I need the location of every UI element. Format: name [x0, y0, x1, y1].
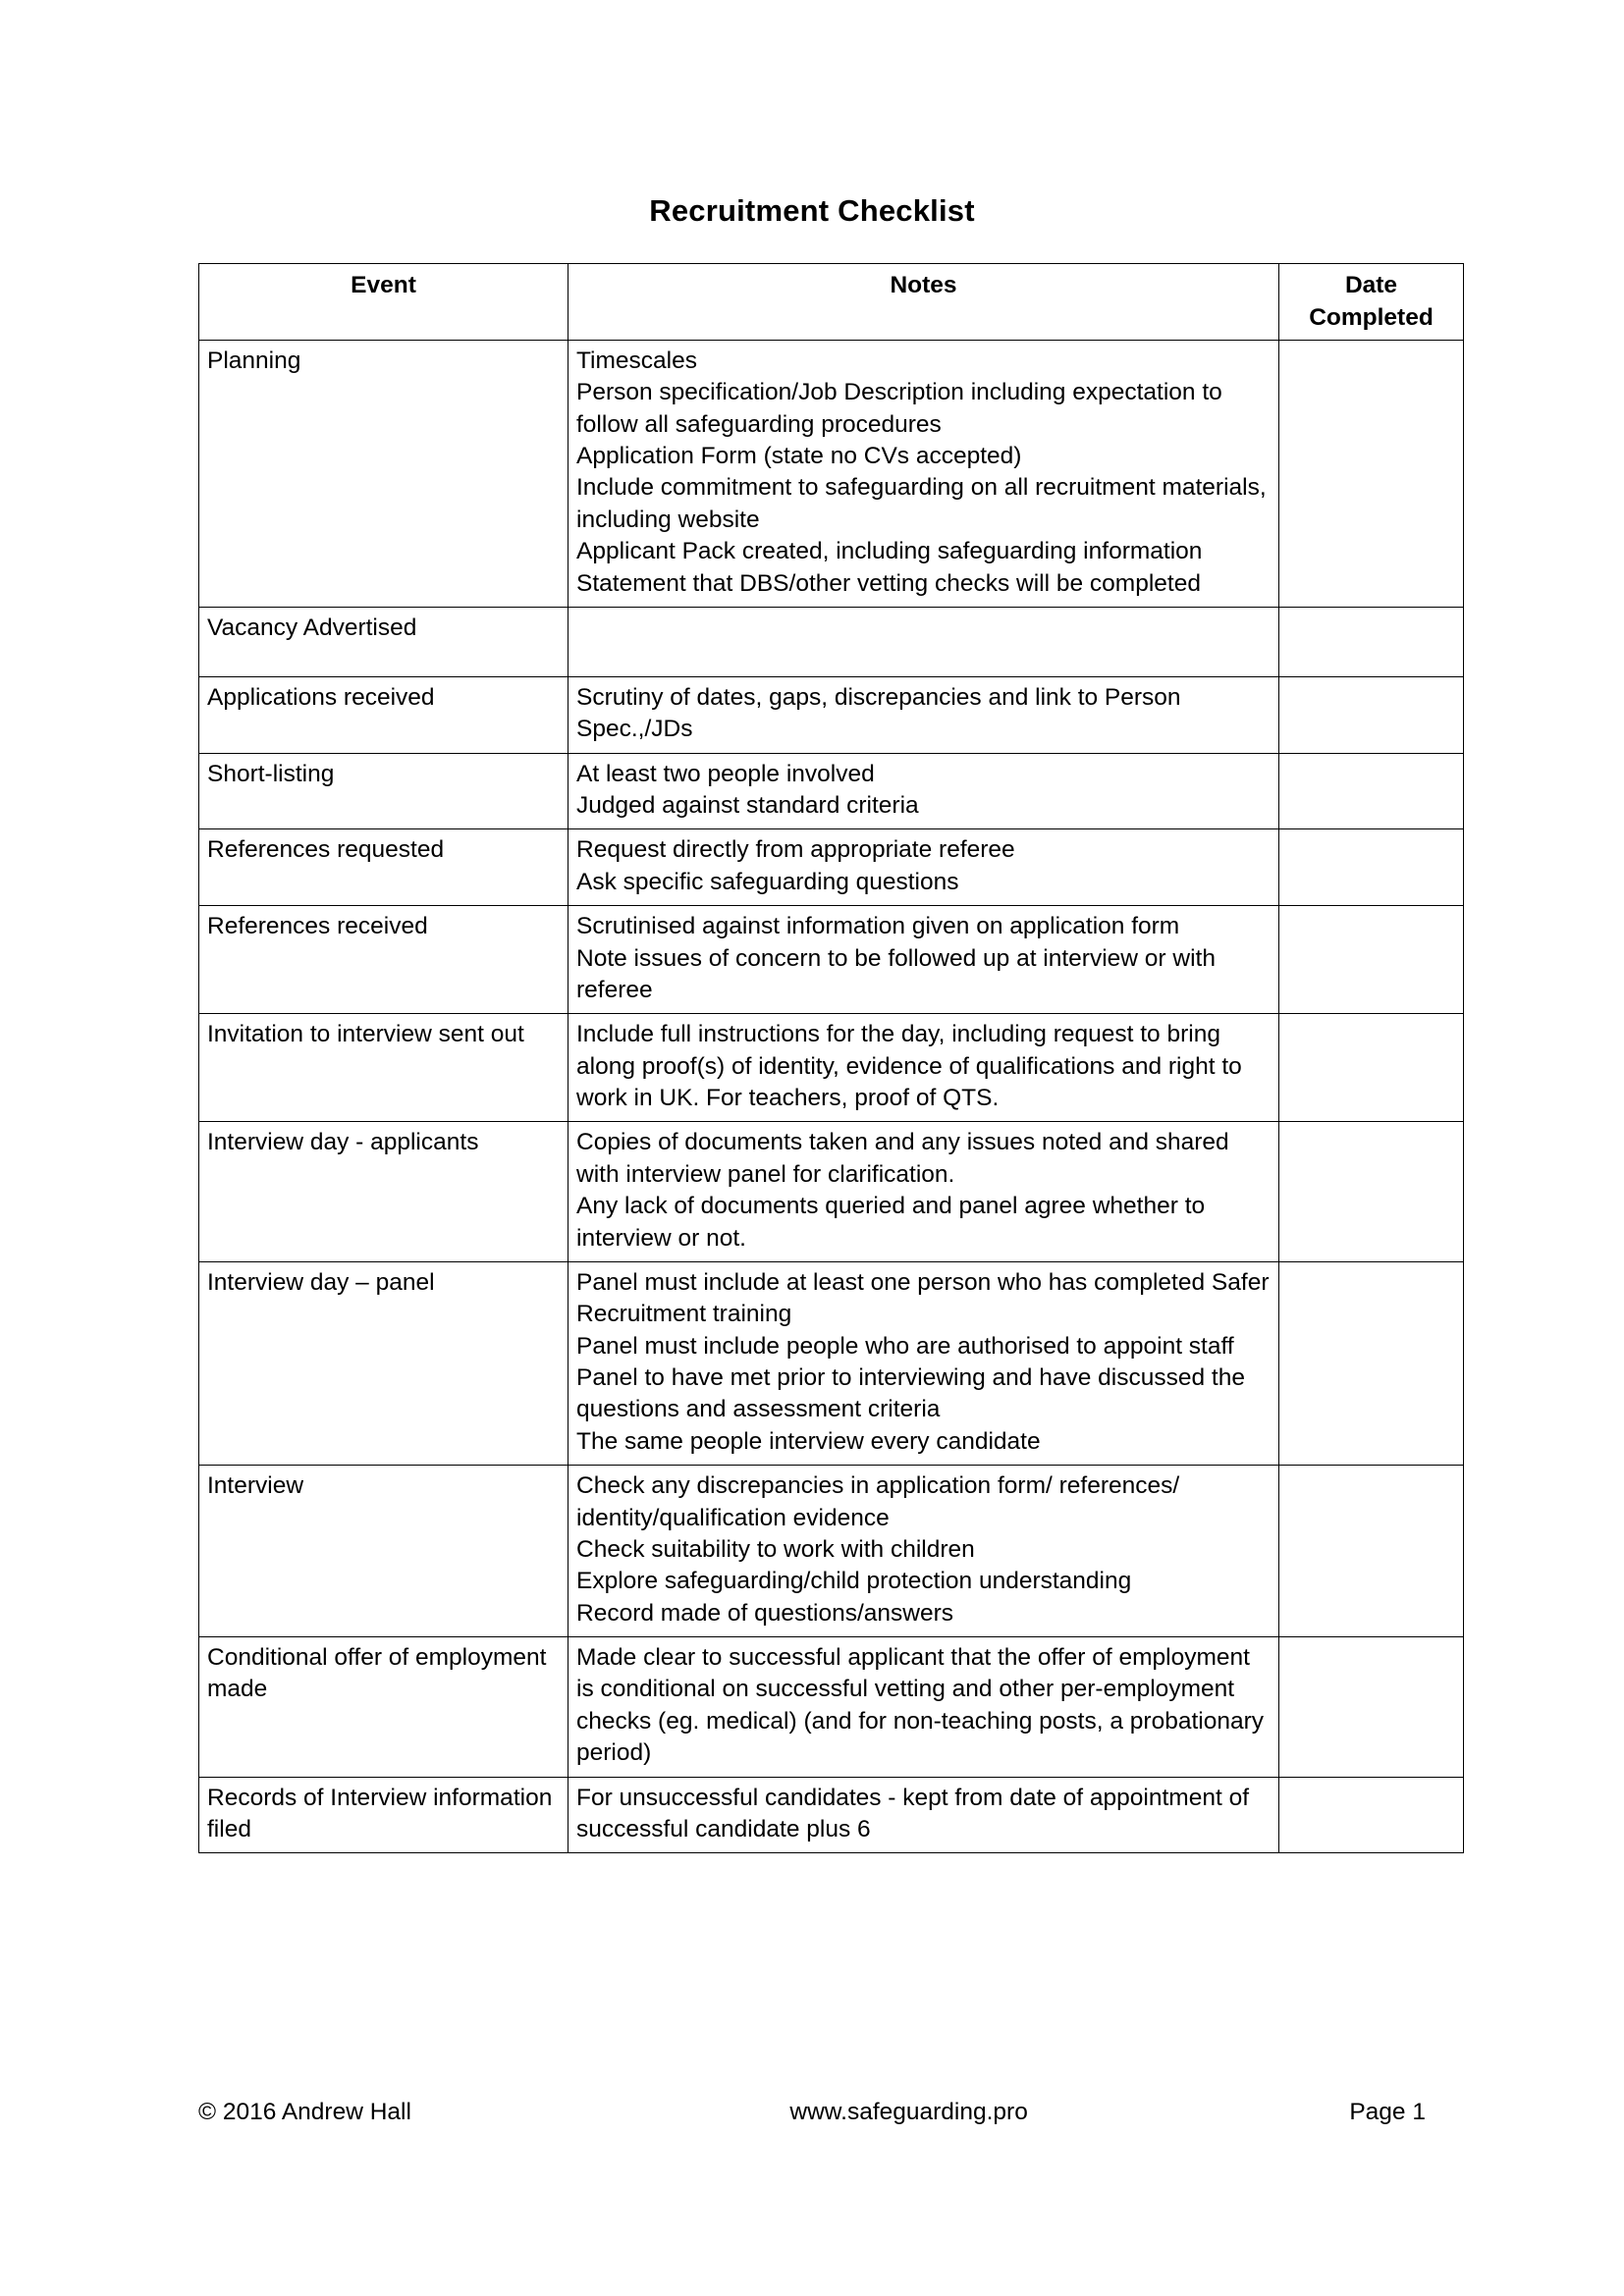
note-line: Application Form (state no CVs accepted): [576, 443, 1022, 470]
cell-event: References requested: [199, 829, 568, 906]
note-line: Panel must include people who are authorised to appoint staff: [576, 1332, 1234, 1360]
table-body: [199, 340, 1464, 1852]
cell-notes: [568, 906, 1279, 1014]
cell-event: Conditional offer of employment made: [199, 1637, 568, 1778]
cell-notes: [568, 1637, 1279, 1778]
cell-date-completed[interactable]: [1279, 1466, 1464, 1637]
cell-date-completed[interactable]: [1279, 829, 1464, 906]
cell-notes: [568, 1777, 1279, 1853]
cell-event: Vacancy Advertised: [199, 607, 568, 676]
footer-copyright: © 2016 Andrew Hall: [198, 2099, 411, 2125]
cell-notes: [568, 607, 1279, 676]
note-line: Include full instructions for the day, including request to bring along proof(s) of identity, evidence of qualifications and right to work in UK. For teachers, proof of QTS.: [576, 1021, 1242, 1112]
table-row: [199, 676, 1464, 753]
cell-date-completed[interactable]: [1279, 906, 1464, 1014]
cell-notes: [568, 1261, 1279, 1465]
cell-event: Invitation to interview sent out: [199, 1014, 568, 1122]
note-line: Check suitability to work with children: [576, 1535, 975, 1563]
note-line: The same people interview every candidate: [576, 1427, 1041, 1455]
cell-date-completed[interactable]: [1279, 1777, 1464, 1853]
table-row: [199, 1637, 1464, 1778]
note-line: Copies of documents taken and any issues noted and shared with interview panel for clarification.: [576, 1129, 1229, 1188]
note-line: For unsuccessful candidates - kept from date of appointment of successful candidate plus 6: [576, 1784, 1250, 1842]
cell-date-completed[interactable]: [1279, 1014, 1464, 1122]
table-row: [199, 340, 1464, 607]
note-line: Ask specific safeguarding questions: [576, 868, 959, 895]
cell-notes: [568, 1122, 1279, 1262]
cell-date-completed[interactable]: [1279, 676, 1464, 753]
cell-event: Applications received: [199, 676, 568, 753]
table-row: [199, 753, 1464, 829]
cell-notes: [568, 1466, 1279, 1637]
note-line: Timescales: [576, 347, 697, 374]
cell-date-completed[interactable]: [1279, 1122, 1464, 1262]
note-line: Check any discrepancies in application form/ references/ identity/qualification evidence: [576, 1472, 1180, 1531]
table-row: [199, 1466, 1464, 1637]
column-header-notes: Notes: [568, 264, 1279, 341]
table-row: [199, 829, 1464, 906]
cell-event: Interview day – panel: [199, 1261, 568, 1465]
note-line: Judged against standard criteria: [576, 792, 919, 820]
cell-event: Interview day - applicants: [199, 1122, 568, 1262]
table-row: [199, 607, 1464, 676]
cell-event: Interview: [199, 1466, 568, 1637]
note-line: Statement that DBS/other vetting checks will be completed: [576, 569, 1201, 597]
cell-notes: [568, 340, 1279, 607]
footer-website: www.safeguarding.pro: [789, 2099, 1028, 2125]
column-header-event: Event: [199, 264, 568, 341]
cell-notes: [568, 1014, 1279, 1122]
recruitment-checklist-table: [198, 263, 1464, 1853]
cell-notes: [568, 753, 1279, 829]
cell-date-completed[interactable]: [1279, 340, 1464, 607]
note-line: Request directly from appropriate referee: [576, 836, 1015, 864]
table-row: [199, 1777, 1464, 1853]
note-line: Scrutinised against information given on application form: [576, 913, 1180, 940]
table-row: [199, 1122, 1464, 1262]
cell-date-completed[interactable]: [1279, 1261, 1464, 1465]
page-title: Recruitment Checklist: [649, 193, 975, 228]
page-footer: [198, 2097, 1426, 2128]
cell-date-completed[interactable]: [1279, 607, 1464, 676]
note-line: Any lack of documents queried and panel agree whether to interview or not.: [576, 1193, 1206, 1252]
cell-date-completed[interactable]: [1279, 1637, 1464, 1778]
note-line: Panel must include at least one person who has completed Safer Recruitment training: [576, 1268, 1270, 1328]
cell-event: Planning: [199, 340, 568, 607]
cell-notes: [568, 829, 1279, 906]
column-header-date-completed: Date Completed: [1279, 264, 1464, 341]
note-line: Explore safeguarding/child protection understanding: [576, 1568, 1132, 1595]
table-row: [199, 1014, 1464, 1122]
cell-event: Records of Interview information filed: [199, 1777, 568, 1853]
note-line: Panel to have met prior to interviewing and have discussed the questions and assessment criteria: [576, 1364, 1245, 1423]
note-line: Scrutiny of dates, gaps, discrepancies and link to Person Spec.,/JDs: [576, 683, 1181, 743]
note-line: Record made of questions/answers: [576, 1599, 954, 1627]
footer-page-number: Page 1: [1349, 2099, 1426, 2125]
cell-event: Short-listing: [199, 753, 568, 829]
table-header: [199, 264, 1464, 341]
cell-notes: [568, 676, 1279, 753]
note-line: Applicant Pack created, including safeguarding information: [576, 538, 1203, 565]
cell-event: References received: [199, 906, 568, 1014]
note-line: Include commitment to safeguarding on all recruitment materials, including website: [576, 474, 1267, 533]
cell-date-completed[interactable]: [1279, 753, 1464, 829]
table-row: [199, 1261, 1464, 1465]
note-line: At least two people involved: [576, 760, 875, 787]
note-line: Person specification/Job Description including expectation to follow all safeguarding procedures: [576, 379, 1222, 438]
note-line: Note issues of concern to be followed up at interview or with referee: [576, 944, 1216, 1003]
table-header-row: [199, 264, 1464, 341]
note-line: Made clear to successful applicant that the offer of employment is conditional on successful vetting and other per-employment checks (eg. medical) (and for non-teaching posts, a probationary period): [576, 1644, 1264, 1767]
table-row: [199, 906, 1464, 1014]
